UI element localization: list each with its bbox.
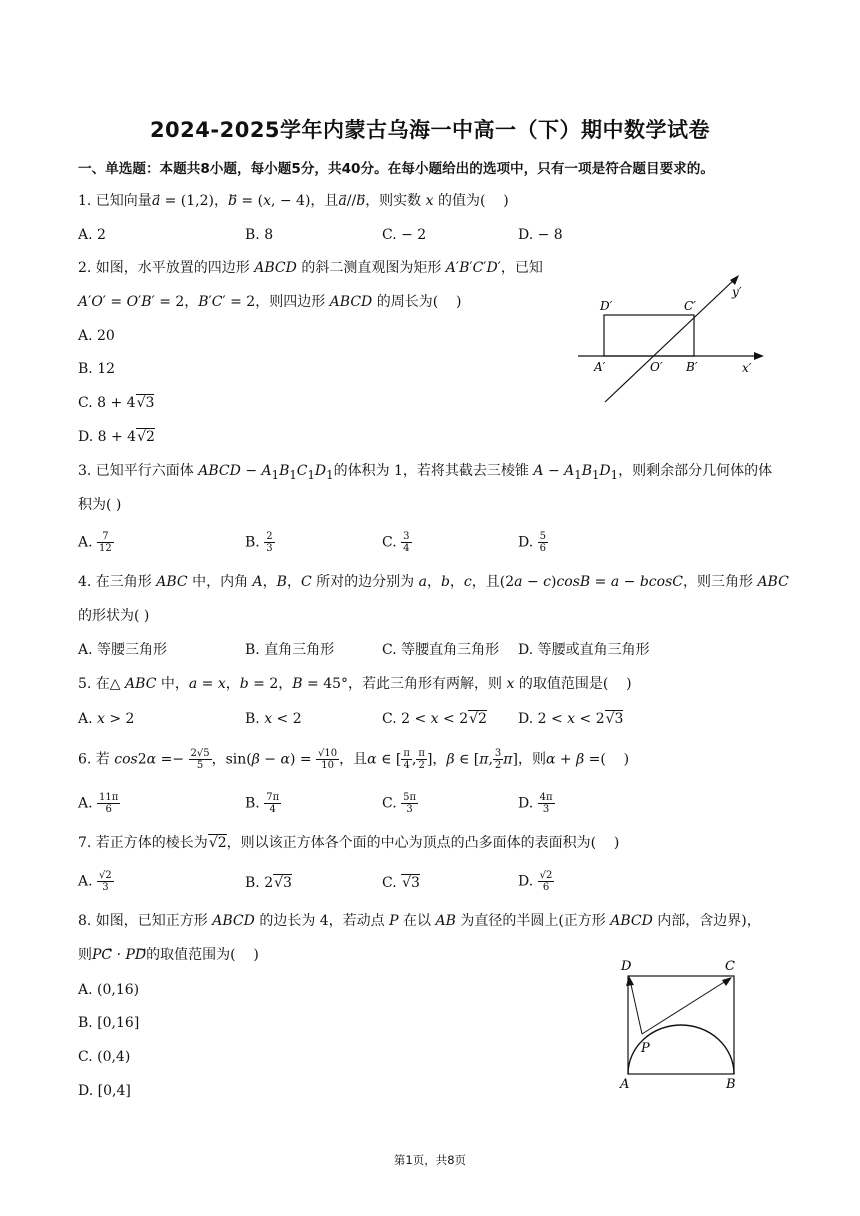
- q6-option-c: C. $\frac{5\pi}{3}$: [382, 792, 417, 815]
- q2-stem-line2: A′O′ = O′B′ = 2，B′C′ = 2，则四边形 ABCD 的周长为( ): [78, 294, 462, 310]
- q2-option-b: B. 12: [78, 361, 116, 377]
- q7-option-c: C. √3: [382, 875, 420, 891]
- label-a-prime: A′: [594, 360, 606, 374]
- q7-stem: 7. 若正方体的棱长为√2，则以该正方体各个面的中心为顶点的凸多面体的表面积为( ): [78, 835, 620, 851]
- q1-option-d: D. − 8: [518, 227, 563, 243]
- q2-option-d: D. 8 + 4√2: [78, 429, 155, 445]
- q7-option-a: A. $\frac{√2}{3}$: [78, 870, 112, 893]
- q5-stem: 5. 在△ ABC 中，a = x，b = 2，B = 45°，若此三角形有两解，则 x 的取值范围是( ): [78, 676, 632, 692]
- q2-option-a: A. 20: [78, 328, 115, 344]
- q8-option-a: A. (0,16): [78, 982, 140, 998]
- q4-stem-line1: 4. 在三角形 ABC 中，内角 A，B，C 所对的边分别为 a，b，c，且(2a − c)cosB = a − bcosC，则三角形 ABC: [78, 574, 789, 590]
- q8-option-d: D. [0,4]: [78, 1083, 131, 1099]
- q4-option-d: D. 等腰或直角三角形: [518, 642, 650, 658]
- q3-stem-line2: 积为( ): [78, 497, 122, 513]
- q7-option-b: B. 2√3: [245, 875, 292, 891]
- q6-option-b: B. $\frac{7\pi}{4}$: [245, 792, 280, 815]
- q3-option-d: D. $\frac{5}{6}$: [518, 531, 547, 554]
- q3-option-c: C. $\frac{3}{4}$: [382, 531, 410, 554]
- label-b: B: [726, 1077, 736, 1092]
- label-x-axis: x′: [742, 361, 752, 375]
- q2-option-c: C. 8 + 4√3: [78, 395, 155, 411]
- label-o-prime: O′: [650, 360, 663, 374]
- q4-option-a: A. 等腰三角形: [78, 642, 168, 658]
- label-c: C: [725, 959, 735, 974]
- q1-stem: 1. 已知向量a⃗ = (1,2)，b⃗ = (x, − 4)，且a⃗//b⃗，则实数 x 的值为( ): [78, 193, 509, 209]
- label-y-axis: y′: [732, 285, 742, 299]
- q3-stem-line1: 3. 已知平行六面体 ABCD − $A_1B_1C_1D_1$的体积为 1，若将其截去三棱锥 $A - A_1B_1D_1$，则剩余部分几何体的体: [78, 463, 773, 482]
- q6-option-a: A. $\frac{11\pi}{6}$: [78, 792, 119, 815]
- label-c-prime: C′: [684, 299, 696, 313]
- q6-stem: 6. 若 cos2α =− $\frac{2√5}{5}$ ，sin(β − α) = $\frac{√10}{10}$ ，且α ∈ [ $\frac{\pi}{4}$ , $\frac{\pi}{2}$ ]，β ∈ [π, $\frac{3}{2}$ π]，则α + β =( ): [78, 748, 630, 771]
- label-d-prime: D′: [600, 299, 613, 313]
- q7-option-d: D. $\frac{√2}{6}$: [518, 870, 553, 893]
- label-d: D: [621, 959, 632, 974]
- q2-stem-line1: 2. 如图，水平放置的四边形 ABCD 的斜二测直观图为矩形 A′B′C′D′，已知: [78, 260, 543, 276]
- label-a: A: [620, 1077, 630, 1092]
- label-b-prime: B′: [686, 360, 698, 374]
- q4-option-c: C. 等腰直角三角形: [382, 642, 500, 658]
- q8-option-b: B. [0,16]: [78, 1015, 140, 1031]
- q5-option-b: B. x < 2: [245, 711, 302, 727]
- q8-figure: [612, 952, 752, 1092]
- q6-option-d: D. $\frac{4\pi}{3}$: [518, 792, 553, 815]
- q8-stem-line1: 8. 如图，已知正方形 ABCD 的边长为 4，若动点 P 在以 AB 为直径的半圆上(正方形 ABCD 内部，含边界)，: [78, 913, 761, 929]
- q2-figure: [572, 268, 772, 408]
- q8-stem-line2: 则PC⃗ · PD⃗的取值范围为( ): [78, 947, 259, 963]
- q5-option-c: C. 2 < x < 2√2: [382, 711, 487, 727]
- q3-option-a: A. $\frac{7}{12}$: [78, 531, 112, 554]
- q8-option-c: C. (0,4): [78, 1049, 131, 1065]
- q4-stem-line2: 的形状为( ): [78, 608, 150, 624]
- label-p: P: [641, 1041, 650, 1056]
- q3-option-b: B. $\frac{2}{3}$: [245, 531, 273, 554]
- q1-option-a: A. 2: [78, 227, 106, 243]
- page-title: 2024-2025学年内蒙古乌海一中高一（下）期中数学试卷: [149, 118, 711, 142]
- page-footer: 第1页，共8页: [393, 1153, 467, 1167]
- section-heading: 一、单选题：本题共8小题，每小题5分，共40分。在每小题给出的选项中，只有一项是符合题目要求的。: [78, 161, 714, 177]
- q4-option-b: B. 直角三角形: [245, 642, 335, 658]
- q5-option-a: A. x > 2: [78, 711, 135, 727]
- q5-option-d: D. 2 < x < 2√3: [518, 711, 624, 727]
- q1-option-b: B. 8: [245, 227, 274, 243]
- q1-option-c: C. − 2: [382, 227, 427, 243]
